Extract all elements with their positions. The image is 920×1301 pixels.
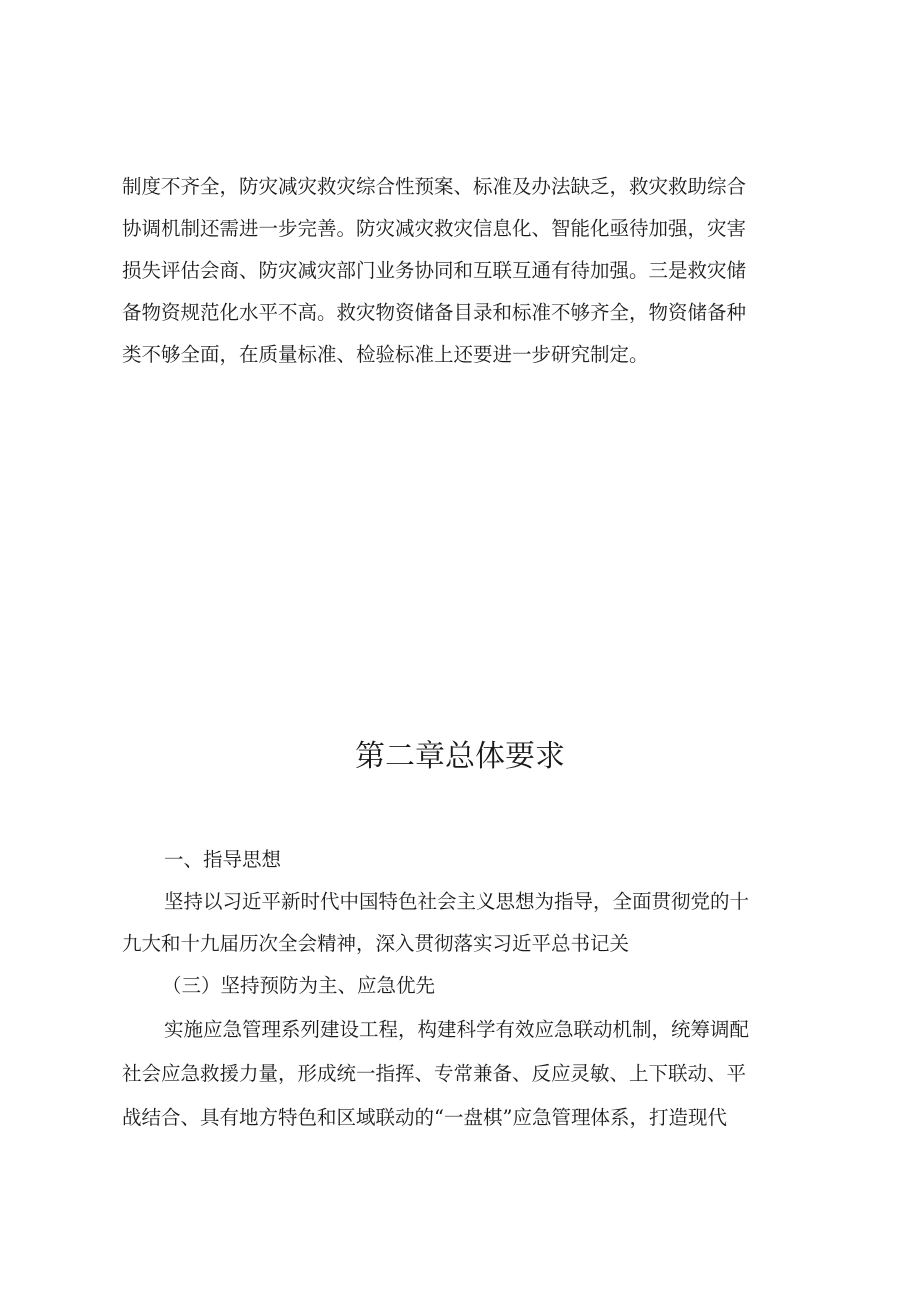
body-text-line: 制度不齐全，防灾减灾救灾综合性预案、标准及办法缺乏，救灾救助综合 [122,175,747,198]
section-heading-guiding-ideology: 一、指导思想 [164,848,282,871]
body-text-line: 战结合、具有地方特色和区域联动的“一盘棋”应急管理体系，打造现代 [122,1106,727,1129]
body-text-line: 类不够全面，在质量标准、检验标准上还要进一步研究制定。 [122,343,649,366]
body-text-line: 损失评估会商、防灾减灾部门业务协同和互联互通有待加强。三是救灾储 [122,259,747,282]
body-text-line: 实施应急管理系列建设工程，构建科学有效应急联动机制，统筹调配 [164,1018,750,1041]
body-text-line: 备物资规范化水平不高。救灾物资储备目录和标准不够齐全，物资储备种 [122,301,747,324]
body-text-line: 坚持以习近平新时代中国特色社会主义思想为指导，全面贯彻党的十 [164,890,750,913]
chapter-title: 第二章总体要求 [355,739,565,774]
body-text-line: 协调机制还需进一步完善。防灾减灾救灾信息化、智能化亟待加强，灾害 [122,217,747,240]
subsection-heading-prevention-first: （三）坚持预防为主、应急优先 [162,974,436,997]
body-text-line: 社会应急救援力量，形成统一指挥、专常兼备、反应灵敏、上下联动、平 [122,1062,747,1085]
body-text-line: 九大和十九届历次全会精神，深入贯彻落实习近平总书记关 [122,932,630,955]
